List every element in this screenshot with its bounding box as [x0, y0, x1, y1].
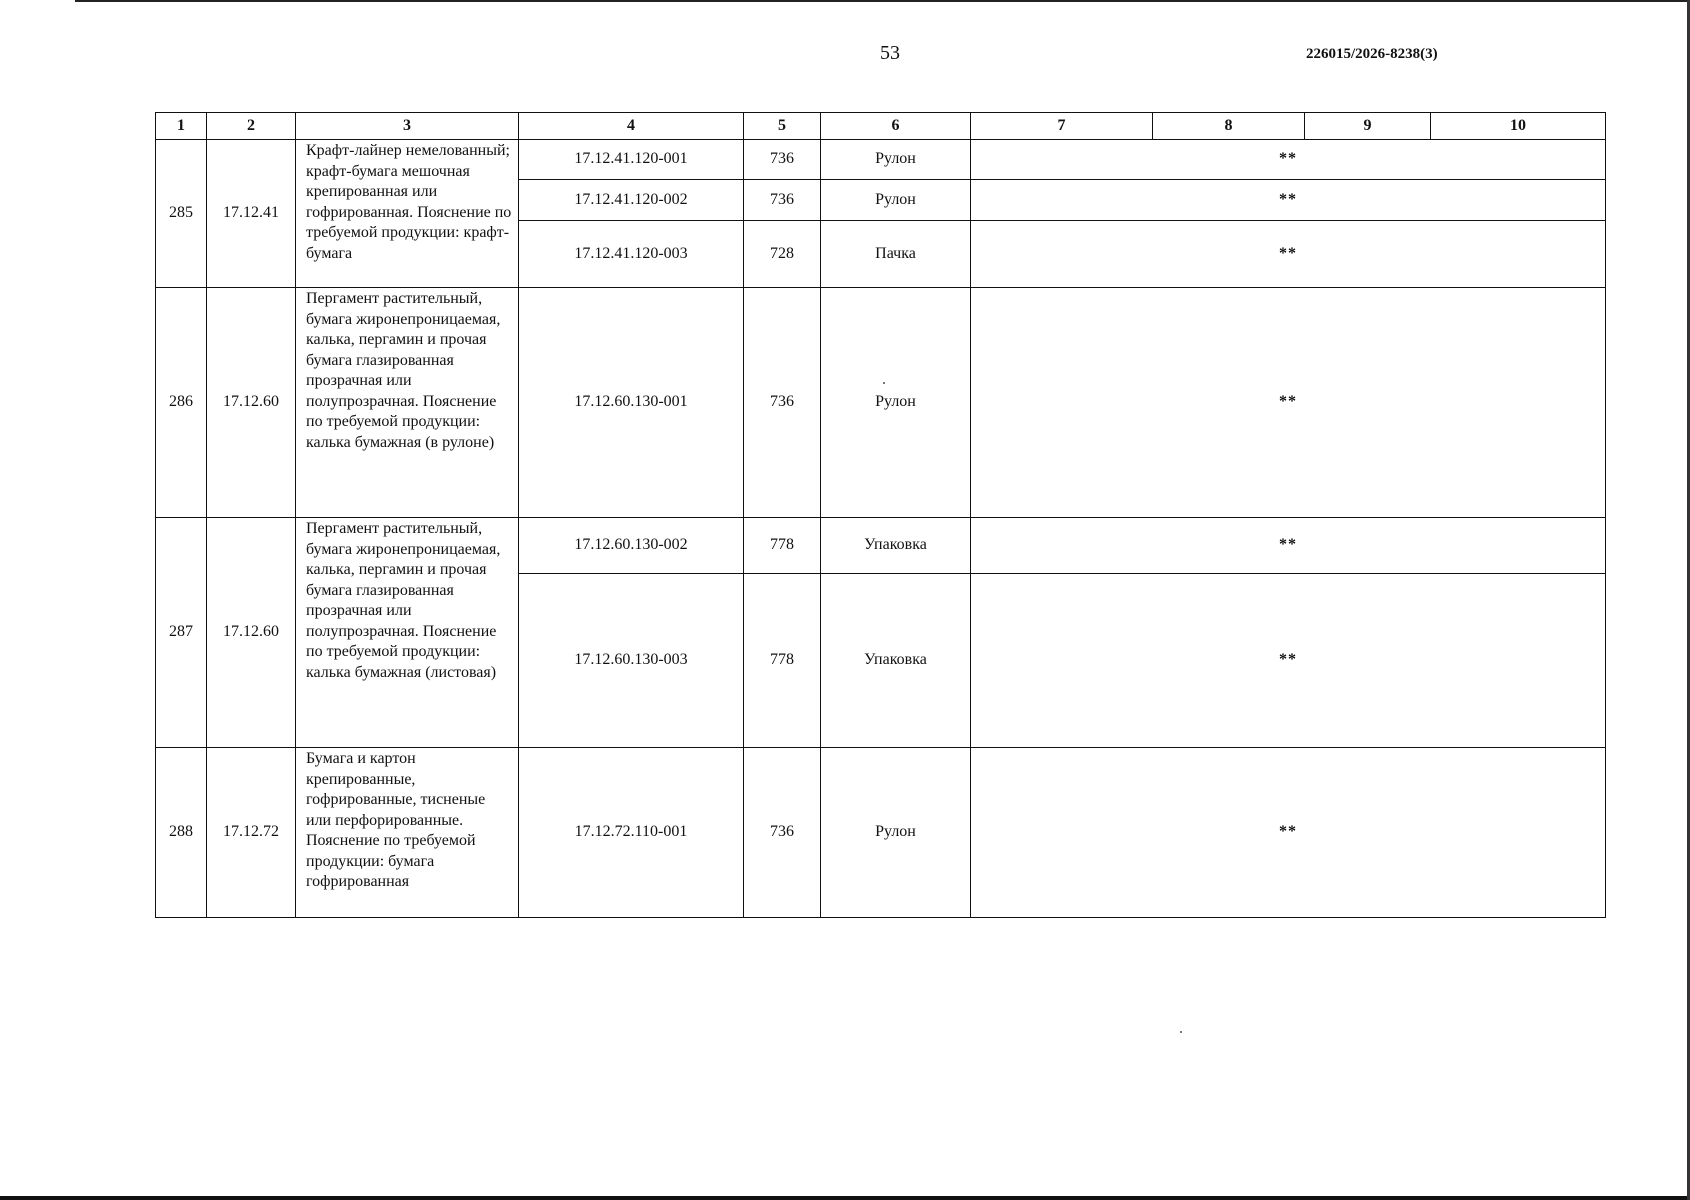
- document-id: 226015/2026-8238(3): [1306, 46, 1438, 62]
- scan-speck: [1180, 1031, 1182, 1033]
- okei-code: 778: [744, 574, 821, 748]
- note-cell: **: [971, 180, 1606, 221]
- okei-code: 778: [744, 518, 821, 574]
- okei-code: 736: [744, 288, 821, 518]
- okei-code: 736: [744, 140, 821, 180]
- product-description: Пергамент растительный, бумага жиронепроницаемая, калька, пергамин и прочая бумага глазированная прозрачная или полупрозрачная. Пояснение по требуемой продукции: калька бумажная (листовая): [296, 518, 519, 748]
- note-cell: **: [971, 140, 1606, 180]
- note-cell: **: [971, 574, 1606, 748]
- product-description: Крафт-лайнер немелованный; крафт-бумага мешочная крепированная или гофрированная. Пояснение по требуемой продукции: крафт-бумага: [296, 140, 519, 288]
- header-cell: 9: [1305, 113, 1431, 140]
- row-number: 287: [156, 518, 207, 748]
- scan-edge-bottom: [0, 1196, 1690, 1200]
- row-number: 286: [156, 288, 207, 518]
- header-cell: 1: [156, 113, 207, 140]
- note-cell: **: [971, 221, 1606, 288]
- page-number: 53: [880, 42, 900, 64]
- okei-code: 728: [744, 221, 821, 288]
- header-cell: 2: [207, 113, 296, 140]
- note-cell: **: [971, 518, 1606, 574]
- ktru-code: 17.12.60.130-002: [519, 518, 744, 574]
- okpd-code: 17.12.60: [207, 288, 296, 518]
- unit-name: Рулон: [821, 180, 971, 221]
- table-row: [156, 748, 1606, 918]
- ktru-code: 17.12.60.130-003: [519, 574, 744, 748]
- header-cell: 8: [1153, 113, 1305, 140]
- unit-name: Рулон: [821, 748, 971, 918]
- okei-code: 736: [744, 748, 821, 918]
- header-cell: 6: [821, 113, 971, 140]
- product-table: [155, 112, 1606, 918]
- ktru-code: 17.12.41.120-002: [519, 180, 744, 221]
- table-row: [156, 140, 1606, 180]
- note-cell: **: [971, 748, 1606, 918]
- header-cell: 10: [1431, 113, 1606, 140]
- unit-name: Пачка: [821, 221, 971, 288]
- okpd-code: 17.12.60: [207, 518, 296, 748]
- header-cell: 4: [519, 113, 744, 140]
- header-row: [156, 113, 1606, 140]
- unit-name: Упаковка: [821, 574, 971, 748]
- header-cell: 7: [971, 113, 1153, 140]
- unit-name: Рулон: [821, 140, 971, 180]
- row-number: 288: [156, 748, 207, 918]
- header-cell: 5: [744, 113, 821, 140]
- ktru-code: 17.12.41.120-003: [519, 221, 744, 288]
- unit-name: Упаковка: [821, 518, 971, 574]
- okpd-code: 17.12.41: [207, 140, 296, 288]
- product-description: Бумага и картон крепированные, гофрированные, тисненые или перфорированные. Пояснение по требуемой продукции: бумага гофрированная: [296, 748, 519, 918]
- ktru-code: 17.12.41.120-001: [519, 140, 744, 180]
- ktru-code: 17.12.60.130-001: [519, 288, 744, 518]
- ktru-code: 17.12.72.110-001: [519, 748, 744, 918]
- table-row: [156, 518, 1606, 574]
- okpd-code: 17.12.72: [207, 748, 296, 918]
- row-number: 285: [156, 140, 207, 288]
- product-description: Пергамент растительный, бумага жиронепроницаемая, калька, пергамин и прочая бумага глазированная прозрачная или полупрозрачная. Пояснение по требуемой продукции: калька бумажная (в рулоне): [296, 288, 519, 518]
- note-cell: **: [971, 288, 1606, 518]
- scan-edge-top: [75, 0, 1690, 2]
- unit-name: Рулон: [821, 288, 971, 518]
- table-row: [156, 288, 1606, 518]
- okei-code: 736: [744, 180, 821, 221]
- header-cell: 3: [296, 113, 519, 140]
